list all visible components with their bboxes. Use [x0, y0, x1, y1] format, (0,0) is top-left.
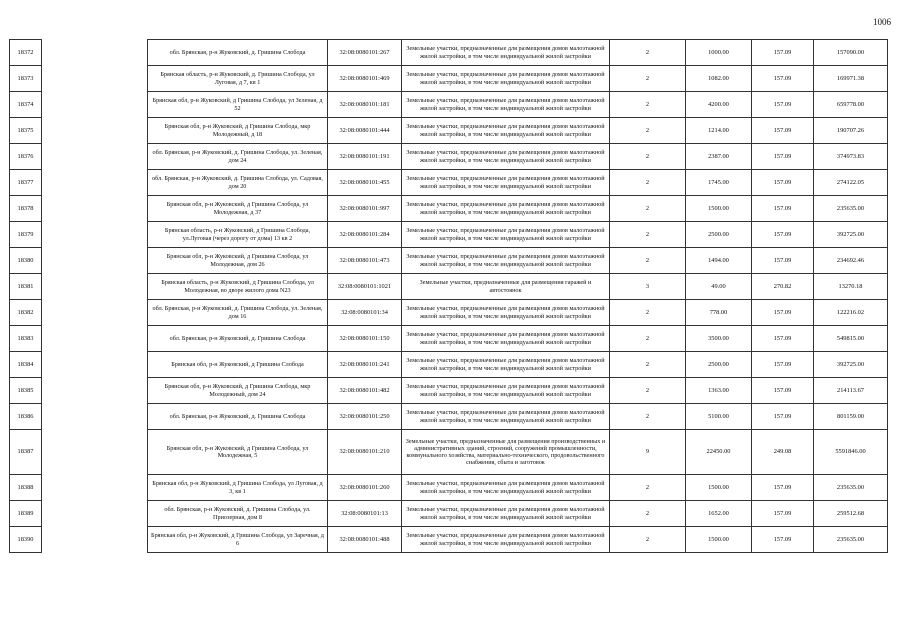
area-cell: 49.00: [686, 274, 752, 300]
area-cell: 1500.00: [686, 527, 752, 553]
separator-cell: [42, 527, 148, 553]
cadastral-number-cell: 32:08:0080101:250: [328, 404, 402, 430]
area-cell: 3500.00: [686, 326, 752, 352]
specific-value-cell: 157.09: [752, 118, 814, 144]
table-row: [10, 40, 888, 66]
separator-cell: [42, 274, 148, 300]
address-cell: обл. Брянская, р-н Жуковский, д. Гришина Слобода: [148, 40, 328, 66]
specific-value-cell: 157.09: [752, 144, 814, 170]
cadastral-number-cell: 32:08:0080101:444: [328, 118, 402, 144]
area-cell: 5100.00: [686, 404, 752, 430]
table-row: [10, 404, 888, 430]
table-body: [10, 40, 888, 553]
land-use-cell: Земельные участки, предназначенные для размещения домов малоэтажной жилой застройки, в том числе индивидуальной жилой застройки: [402, 144, 610, 170]
cadastral-value-cell: 801159.00: [814, 404, 888, 430]
land-use-cell: Земельные участки, предназначенные для размещения домов малоэтажной жилой застройки, в том числе индивидуальной жилой застройки: [402, 248, 610, 274]
cadastral-value-cell: 235635.00: [814, 196, 888, 222]
area-cell: 22450.00: [686, 430, 752, 475]
land-use-cell: Земельные участки, предназначенные для размещения домов малоэтажной жилой застройки, в том числе индивидуальной жилой застройки: [402, 527, 610, 553]
table-row: [10, 326, 888, 352]
separator-cell: [42, 475, 148, 501]
row-number-cell: 18388: [10, 475, 42, 501]
land-use-cell: Земельные участки, предназначенные для размещения домов малоэтажной жилой застройки, в том числе индивидуальной жилой застройки: [402, 378, 610, 404]
land-use-cell: Земельные участки, предназначенные для размещения домов малоэтажной жилой застройки, в том числе индивидуальной жилой застройки: [402, 501, 610, 527]
cadastral-value-cell: 190707.26: [814, 118, 888, 144]
address-cell: обл. Брянская, р-н Жуковский, д. Гришина Слобода: [148, 326, 328, 352]
address-cell: Брянская обл, р-н Жуковский, д Гришина Слобода, ул Луговая, д 3, кв 1: [148, 475, 328, 501]
table-row: [10, 274, 888, 300]
area-cell: 2500.00: [686, 352, 752, 378]
cadastral-value-cell: 374973.83: [814, 144, 888, 170]
cadastral-value-cell: 659778.00: [814, 92, 888, 118]
row-number-cell: 18383: [10, 326, 42, 352]
cadastral-value-cell: 13270.18: [814, 274, 888, 300]
specific-value-cell: 157.09: [752, 527, 814, 553]
specific-value-cell: 157.09: [752, 66, 814, 92]
cadastral-value-cell: 235635.00: [814, 527, 888, 553]
specific-value-cell: 157.09: [752, 501, 814, 527]
specific-value-cell: 157.09: [752, 248, 814, 274]
cadastral-value-cell: 169971.38: [814, 66, 888, 92]
table-row: [10, 501, 888, 527]
row-number-cell: 18387: [10, 430, 42, 475]
land-use-cell: Земельные участки, предназначенные для размещения домов малоэтажной жилой застройки, в том числе индивидуальной жилой застройки: [402, 40, 610, 66]
address-cell: обл. Брянская, р-н Жуковский, д. Гришина Слобода, ул. Зеленая, дом 16: [148, 300, 328, 326]
address-cell: обл. Брянская, р-н Жуковский, д. Гришина Слобода: [148, 404, 328, 430]
area-cell: 1652.00: [686, 501, 752, 527]
table-row: [10, 352, 888, 378]
cadastral-number-cell: 32:08:0080101:469: [328, 66, 402, 92]
specific-value-cell: 157.09: [752, 300, 814, 326]
specific-value-cell: 157.09: [752, 404, 814, 430]
cadastral-number-cell: 32:08:0080101:1021: [328, 274, 402, 300]
specific-value-cell: 249.08: [752, 430, 814, 475]
land-use-cell: Земельные участки, предназначенные для размещения домов малоэтажной жилой застройки, в том числе индивидуальной жилой застройки: [402, 118, 610, 144]
separator-cell: [42, 66, 148, 92]
cadastral-number-cell: 32:08:0080101:260: [328, 475, 402, 501]
specific-value-cell: 157.09: [752, 326, 814, 352]
use-group-cell: 2: [610, 118, 686, 144]
address-cell: Брянская обл, р-н Жуковский, д Гришина Слобода, ул Молодежная, 5: [148, 430, 328, 475]
use-group-cell: 2: [610, 378, 686, 404]
land-use-cell: Земельные участки, предназначенные для размещения гаражей и автостоянок: [402, 274, 610, 300]
table-row: [10, 170, 888, 196]
row-number-cell: 18384: [10, 352, 42, 378]
cadastral-number-cell: 32:08:0080101:455: [328, 170, 402, 196]
separator-cell: [42, 170, 148, 196]
cadastral-number-cell: 32:08:0080101:997: [328, 196, 402, 222]
land-use-cell: Земельные участки, предназначенные для размещения производственных и административных зданий, строений, сооружений промышленности, коммунального хозяйства, материально-технического, продовольственного снабжения, сбыта и заготовок: [402, 430, 610, 475]
row-number-cell: 18390: [10, 527, 42, 553]
address-cell: Брянская обл, р-н Жуковский, д Гришина Слобода, мкр Молодежный, д 18: [148, 118, 328, 144]
use-group-cell: 2: [610, 196, 686, 222]
land-use-cell: Земельные участки, предназначенные для размещения домов малоэтажной жилой застройки, в том числе индивидуальной жилой застройки: [402, 222, 610, 248]
specific-value-cell: 157.09: [752, 352, 814, 378]
use-group-cell: 2: [610, 66, 686, 92]
area-cell: 4200.00: [686, 92, 752, 118]
row-number-cell: 18380: [10, 248, 42, 274]
table-row: [10, 248, 888, 274]
separator-cell: [42, 92, 148, 118]
area-cell: 1000.00: [686, 40, 752, 66]
use-group-cell: 2: [610, 326, 686, 352]
separator-cell: [42, 378, 148, 404]
use-group-cell: 2: [610, 501, 686, 527]
address-cell: Брянская область, р-н Жуковский, д. Гришина Слобода, ул Луговая, д 7, кв 1: [148, 66, 328, 92]
specific-value-cell: 157.09: [752, 475, 814, 501]
cadastral-value-cell: 259512.68: [814, 501, 888, 527]
separator-cell: [42, 144, 148, 170]
table-row: [10, 222, 888, 248]
specific-value-cell: 157.09: [752, 222, 814, 248]
use-group-cell: 3: [610, 274, 686, 300]
cadastral-number-cell: 32:08:0080101:13: [328, 501, 402, 527]
table-row: [10, 527, 888, 553]
land-use-cell: Земельные участки, предназначенные для размещения домов малоэтажной жилой застройки, в том числе индивидуальной жилой застройки: [402, 170, 610, 196]
table-row: [10, 66, 888, 92]
use-group-cell: 2: [610, 527, 686, 553]
address-cell: Брянская обл, р-н Жуковский, д Гришина Слобода: [148, 352, 328, 378]
area-cell: 1214.00: [686, 118, 752, 144]
specific-value-cell: 157.09: [752, 92, 814, 118]
specific-value-cell: 270.82: [752, 274, 814, 300]
cadastral-value-cell: 122216.02: [814, 300, 888, 326]
use-group-cell: 2: [610, 92, 686, 118]
land-use-cell: Земельные участки, предназначенные для размещения домов малоэтажной жилой застройки, в том числе индивидуальной жилой застройки: [402, 326, 610, 352]
separator-cell: [42, 300, 148, 326]
page-number: 1006: [873, 17, 891, 27]
table-row: [10, 92, 888, 118]
specific-value-cell: 157.09: [752, 170, 814, 196]
row-number-cell: 18377: [10, 170, 42, 196]
row-number-cell: 18379: [10, 222, 42, 248]
row-number-cell: 18386: [10, 404, 42, 430]
row-number-cell: 18373: [10, 66, 42, 92]
area-cell: 1500.00: [686, 475, 752, 501]
cadastral-number-cell: 32:08:0080101:267: [328, 40, 402, 66]
land-use-cell: Земельные участки, предназначенные для размещения домов малоэтажной жилой застройки, в том числе индивидуальной жилой застройки: [402, 66, 610, 92]
table-row: [10, 430, 888, 475]
specific-value-cell: 157.09: [752, 40, 814, 66]
specific-value-cell: 157.09: [752, 196, 814, 222]
use-group-cell: 2: [610, 352, 686, 378]
separator-cell: [42, 404, 148, 430]
use-group-cell: 2: [610, 404, 686, 430]
separator-cell: [42, 248, 148, 274]
cadastral-value-cell: 392725.00: [814, 352, 888, 378]
land-use-cell: Земельные участки, предназначенные для размещения домов малоэтажной жилой застройки, в том числе индивидуальной жилой застройки: [402, 300, 610, 326]
separator-cell: [42, 352, 148, 378]
use-group-cell: 2: [610, 170, 686, 196]
row-number-cell: 18372: [10, 40, 42, 66]
separator-cell: [42, 326, 148, 352]
area-cell: 2500.00: [686, 222, 752, 248]
area-cell: 1363.00: [686, 378, 752, 404]
cadastral-value-cell: 274122.05: [814, 170, 888, 196]
cadastral-value-cell: 5591846.00: [814, 430, 888, 475]
cadastral-number-cell: 32:08:0080101:150: [328, 326, 402, 352]
use-group-cell: 9: [610, 430, 686, 475]
table-row: [10, 144, 888, 170]
row-number-cell: 18381: [10, 274, 42, 300]
specific-value-cell: 157.09: [752, 378, 814, 404]
use-group-cell: 2: [610, 300, 686, 326]
cadastral-value-cell: 157090.00: [814, 40, 888, 66]
land-use-cell: Земельные участки, предназначенные для размещения домов малоэтажной жилой застройки, в том числе индивидуальной жилой застройки: [402, 196, 610, 222]
cadastral-number-cell: 32:08:0080101:284: [328, 222, 402, 248]
table-row: [10, 196, 888, 222]
cadastral-number-cell: 32:08:0080101:181: [328, 92, 402, 118]
address-cell: Брянская обл, р-н Жуковский, д Гришина Слобода, мкр Молодежный, дом 24: [148, 378, 328, 404]
cadastral-number-cell: 32:08:0080101:210: [328, 430, 402, 475]
separator-cell: [42, 222, 148, 248]
row-number-cell: 18374: [10, 92, 42, 118]
cadastral-number-cell: 32:08:0080101:473: [328, 248, 402, 274]
cadastral-value-cell: 214113.67: [814, 378, 888, 404]
cadastral-number-cell: 32:08:0080101:34: [328, 300, 402, 326]
cadastral-value-cell: 549815.00: [814, 326, 888, 352]
cadastral-value-cell: 392725.00: [814, 222, 888, 248]
address-cell: Брянская обл, р-н Жуковский, д Гришина Слобода, ул Молодежная, дом 26: [148, 248, 328, 274]
separator-cell: [42, 40, 148, 66]
cadastral-number-cell: 32:08:0080101:482: [328, 378, 402, 404]
row-number-cell: 18385: [10, 378, 42, 404]
address-cell: Брянская обл, р-н Жуковский, д Гришина Слобода, ул Зеленая, д 52: [148, 92, 328, 118]
use-group-cell: 2: [610, 475, 686, 501]
table-row: [10, 118, 888, 144]
use-group-cell: 2: [610, 144, 686, 170]
address-cell: Брянская обл, р-н Жуковский, д Гришина Слобода, ул Заречная, д 6: [148, 527, 328, 553]
cadastral-value-cell: 235635.00: [814, 475, 888, 501]
address-cell: обл. Брянская, р-н Жуковский, д. Гришина Слобода, ул. Садовая, дом 20: [148, 170, 328, 196]
use-group-cell: 2: [610, 248, 686, 274]
cadastral-number-cell: 32:08:0080101:241: [328, 352, 402, 378]
area-cell: 1500.00: [686, 196, 752, 222]
area-cell: 1494.00: [686, 248, 752, 274]
land-use-cell: Земельные участки, предназначенные для размещения домов малоэтажной жилой застройки, в том числе индивидуальной жилой застройки: [402, 92, 610, 118]
area-cell: 778.00: [686, 300, 752, 326]
table-row: [10, 378, 888, 404]
land-use-cell: Земельные участки, предназначенные для размещения домов малоэтажной жилой застройки, в том числе индивидуальной жилой застройки: [402, 404, 610, 430]
row-number-cell: 18389: [10, 501, 42, 527]
address-cell: Брянская область, р-н Жуковский, д Гришина Слобода, ул.Луговая (через дорогу от дома) 13 кв 2: [148, 222, 328, 248]
address-cell: обл. Брянская, р-н Жуковский, д. Гришина Слобода, ул. Зеленая, дом 24: [148, 144, 328, 170]
use-group-cell: 2: [610, 222, 686, 248]
address-cell: Брянская область, р-н Жуковский, д Гришина Слобода, ул Молодежная, во дворе жилого дома N23: [148, 274, 328, 300]
table-row: [10, 475, 888, 501]
cadastral-value-table: [9, 39, 888, 553]
separator-cell: [42, 196, 148, 222]
cadastral-value-cell: 234692.46: [814, 248, 888, 274]
table-row: [10, 300, 888, 326]
address-cell: Брянская обл, р-н Жуковский, д Гришина Слобода, ул Молодежная, д 37: [148, 196, 328, 222]
land-use-cell: Земельные участки, предназначенные для размещения домов малоэтажной жилой застройки, в том числе индивидуальной жилой застройки: [402, 475, 610, 501]
row-number-cell: 18382: [10, 300, 42, 326]
use-group-cell: 2: [610, 40, 686, 66]
land-use-cell: Земельные участки, предназначенные для размещения домов малоэтажной жилой застройки, в том числе индивидуальной жилой застройки: [402, 352, 610, 378]
area-cell: 2387.00: [686, 144, 752, 170]
row-number-cell: 18376: [10, 144, 42, 170]
separator-cell: [42, 430, 148, 475]
area-cell: 1082.00: [686, 66, 752, 92]
cadastral-number-cell: 32:08:0080101:191: [328, 144, 402, 170]
separator-cell: [42, 501, 148, 527]
row-number-cell: 18378: [10, 196, 42, 222]
area-cell: 1745.00: [686, 170, 752, 196]
row-number-cell: 18375: [10, 118, 42, 144]
address-cell: обл. Брянская, р-н Жуковский, д. Гришина Слобода, ул. Приозерная, дом 8: [148, 501, 328, 527]
cadastral-number-cell: 32:08:0080101:488: [328, 527, 402, 553]
separator-cell: [42, 118, 148, 144]
